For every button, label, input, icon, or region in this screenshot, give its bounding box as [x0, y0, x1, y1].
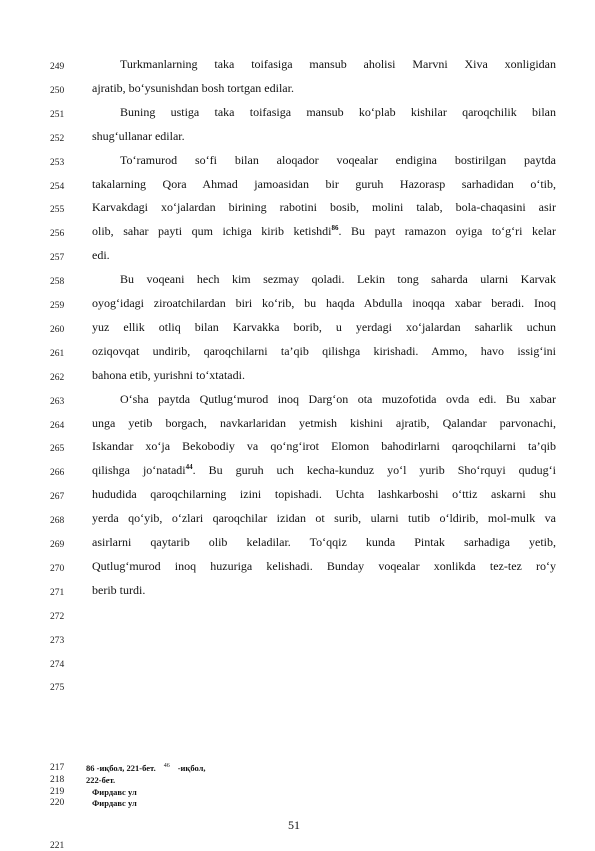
- text-line-content: oyog‘idagi ziroatchilardan biri ko‘rib, bu haqda Abdulla inoqqa xabar beradi. Inoq: [92, 296, 556, 310]
- text-line-content: takalarning Qora Ahmad jamoasidan bir guruh Hazorasp sarhadidan o‘tib,: [92, 176, 556, 191]
- line-number: 273: [50, 635, 65, 646]
- line-number: 266: [50, 468, 65, 479]
- text-line-content: . Bu payt ramazon oyiga to‘g‘ri kelar: [338, 224, 556, 239]
- text-line: [92, 200, 556, 215]
- text-line-content: yerda qo‘yib, o‘zlari qaroqchilar izidan ot surib, ularni tutib o‘ldirib, mol-mulk va: [92, 511, 556, 526]
- page-number: 51: [288, 818, 300, 832]
- line-number: 250: [50, 85, 65, 96]
- text-line-content: asirlarni qaytarib olib keladilar. To‘qqiz kunda Pintak sarhadiga yetib,: [92, 535, 556, 549]
- line-number: 267: [50, 492, 65, 503]
- text-line: [92, 320, 556, 335]
- line-number: 271: [50, 587, 65, 598]
- text-line-content: hududida qaroqchilarning izini topishadi. Uchta lashkarboshi o‘ttiz askarni shu: [92, 487, 556, 502]
- text-line-content: yuz ellik otliq bilan Karvakka borib, u yerdagi xo‘jalardan saharlik uchun: [92, 319, 556, 334]
- text-line: [92, 81, 556, 96]
- line-number: 264: [50, 420, 65, 431]
- footnote: [92, 787, 137, 797]
- line-number: 268: [50, 516, 65, 527]
- text-line-content: ajratib, bo‘ysunishdan bosh tortgan edilar.: [92, 80, 294, 95]
- line-number: 249: [50, 62, 65, 72]
- text-line-content: qilishga jo‘natadi: [92, 463, 186, 478]
- text-line-content: bahona etib, yurishni to‘xtatadi.: [92, 367, 245, 382]
- text-line: [120, 153, 556, 168]
- line-number: 263: [50, 396, 65, 407]
- text-line-content: To‘ramurod so‘fi bilan aloqador voqealar endigina bostirilgan paytda: [120, 152, 556, 167]
- line-number: 259: [50, 301, 65, 311]
- text-line: [92, 224, 556, 239]
- text-line: [92, 511, 556, 526]
- footnote-ref: 44: [185, 463, 193, 472]
- text-line-content: edi.: [92, 248, 110, 263]
- footnote-text: -иқбол,: [177, 763, 206, 773]
- line-number: 261: [50, 348, 65, 359]
- text-line-content: Buning ustiga taka toifasiga mansub ko‘plab kishilar qaroqchilik bilan: [120, 104, 556, 119]
- line-number: 257: [50, 253, 65, 264]
- text-line: [92, 535, 556, 550]
- line-number: 256: [50, 229, 65, 240]
- line-number: 269: [50, 540, 65, 550]
- text-line: [92, 344, 556, 359]
- text-line: [92, 416, 556, 431]
- footnote-text: Фирдавс ул: [92, 798, 137, 809]
- footnote-line-number: 218: [50, 774, 65, 785]
- line-number: 255: [50, 205, 65, 216]
- text-line-content: olib, sahar payti qum ichiga kirib ketishdi: [92, 224, 332, 239]
- line-number: 275: [50, 683, 65, 694]
- text-line-content: O‘sha paytda Qutlug‘murod inoq Darg‘on ota muzofotida ovda edi. Bu xabar: [120, 391, 556, 406]
- text-line: [92, 129, 556, 144]
- text-line: [92, 463, 556, 478]
- line-number: 252: [50, 133, 65, 144]
- text-line: [92, 248, 556, 263]
- footnote: [92, 798, 137, 808]
- footnote-line-number: 217: [50, 763, 65, 773]
- line-number: 251: [50, 109, 65, 120]
- text-line-content: Bu voqeani hech kim sezmay qoladi. Lekin tong saharda ularni Karvak: [120, 272, 556, 287]
- line-number: 254: [50, 181, 65, 192]
- text-line-content: berib turdi.: [92, 582, 146, 597]
- text-line-content: shug‘ullanar edilar.: [92, 128, 185, 143]
- text-line-content: Iskandar xo‘ja Bekobodiy va qo‘ng‘irot Elomon bahodirlarni qaroqchilarni ta’qib: [92, 439, 556, 454]
- footnote: [86, 763, 206, 773]
- text-line: [92, 368, 556, 383]
- footnote-text: 222-бет.: [86, 774, 116, 785]
- text-line: [92, 439, 556, 454]
- line-number: 260: [50, 324, 65, 335]
- text-line: [120, 105, 556, 120]
- line-number: 253: [50, 157, 65, 168]
- text-line-content: Karvakdagi xo‘jalardan birining rabotini bosib, molini talab, bola-chaqasini asir: [92, 200, 556, 215]
- footnote-line-number: 220: [50, 798, 65, 809]
- line-number: 265: [50, 444, 65, 455]
- text-line-content: oziqovqat undirib, qaroqchilarni ta’qib qilishga kirishadi. Ammo, havo issig‘ini: [92, 343, 556, 358]
- text-line: [92, 296, 556, 311]
- line-number: 258: [50, 277, 65, 288]
- footnote-mark: 46: [163, 763, 170, 770]
- line-number: 262: [50, 372, 65, 383]
- text-line: [92, 177, 556, 192]
- text-line-content: unga yetib borgach, navkarlaridan yetmish kishini ajratib, Qalandar parvonachi,: [92, 415, 556, 430]
- line-number: 274: [50, 659, 65, 670]
- text-line: [120, 392, 556, 407]
- footnote-text: Фирдавс ул: [92, 786, 137, 797]
- footnote-ref: 86: [331, 224, 339, 233]
- text-line-content: Turkmanlarning taka toifasiga mansub aholisi Marvni Xiva xonligidan: [120, 57, 556, 71]
- text-line: [120, 272, 556, 287]
- footnote-line-number: 219: [50, 786, 65, 797]
- text-line: [92, 487, 556, 502]
- line-number: 272: [50, 611, 65, 622]
- footnote-line-number: 221: [50, 841, 65, 851]
- text-line: [120, 57, 556, 72]
- text-line: [92, 583, 556, 598]
- footnote-text: 86 -иқбол, 221-бет.: [86, 763, 156, 773]
- line-number: 270: [50, 563, 65, 574]
- text-line-content: Qutlug‘murod inoq huzuriga kelishadi. Bunday voqealar xonlikda tez-tez ro‘y: [92, 558, 556, 573]
- text-line-content: . Bu guruh uch kecha-kunduz yo‘l yurib Sho‘rquyi qudug‘i: [192, 463, 556, 478]
- footnote: [86, 775, 115, 785]
- text-line: [92, 559, 556, 574]
